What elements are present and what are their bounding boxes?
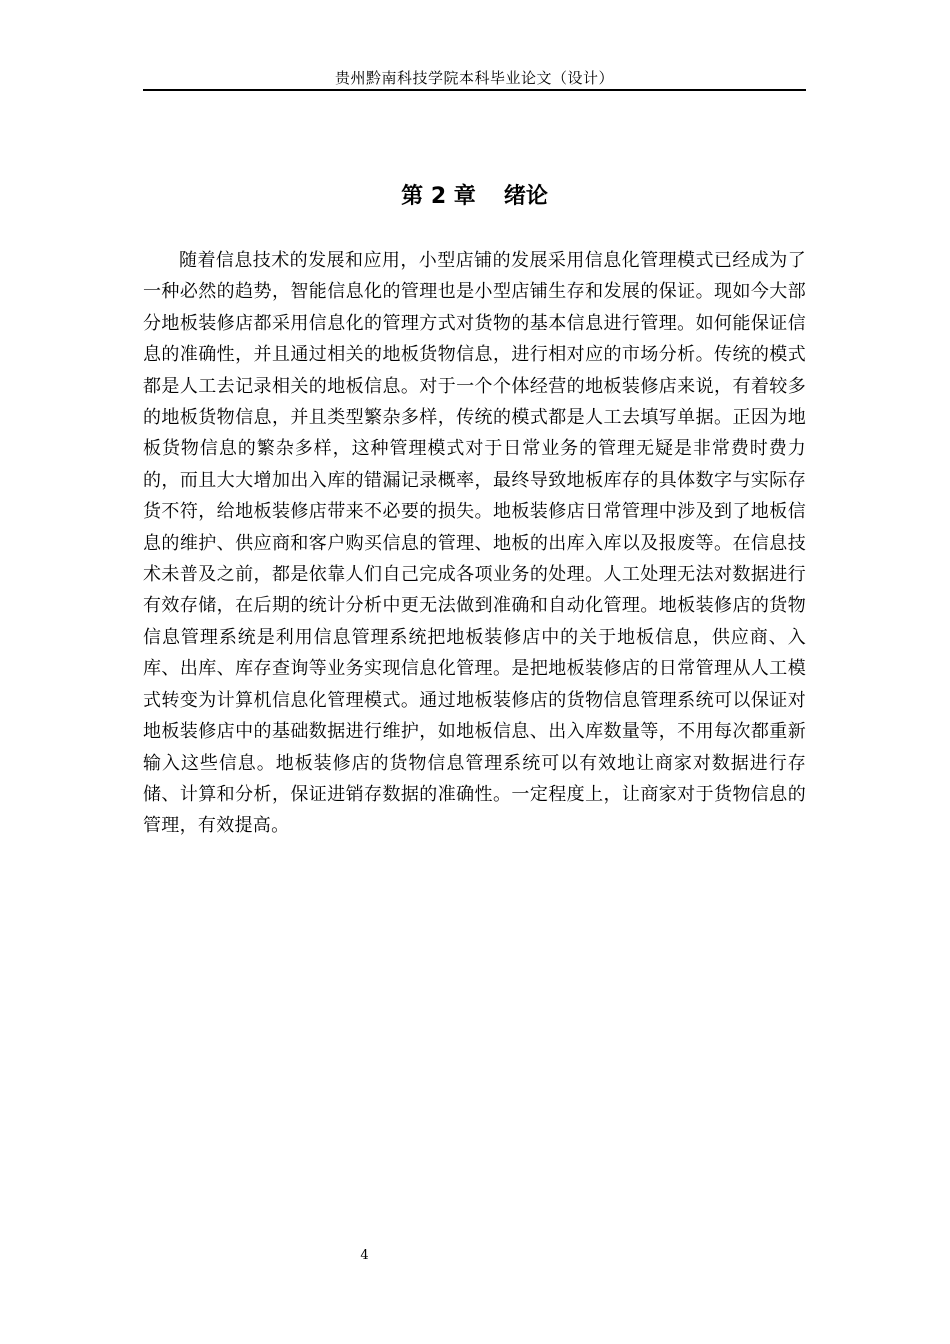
header-rule bbox=[143, 89, 806, 91]
body-paragraph: 随着信息技术的发展和应用，小型店铺的发展采用信息化管理模式已经成为了一种必然的趋势，智能信息化的管理也是小型店铺生存和发展的保证。现如今大部分地板装修店都采用信息化的管理方式对货物的基本信息进行管理。如何能保证信息的准确性，并且通过相关的地板货物信息，进行相对应的市场分析。传统的模式都是人工去记录相关的地板信息。对于一个个体经营的地板装修店来说，有着较多的地板货物信息，并且类型繁杂多样，传统的模式都是人工去填写单据。正因为地板货物信息的繁杂多样，这种管理模式对于日常业务的管理无疑是非常费时费力的，而且大大增加出入库的错漏记录概率，最终导致地板库存的具体数字与实际存货不符，给地板装修店带来不必要的损失。地板装修店日常管理中涉及到了地板信息的维护、供应商和客户购买信息的管理、地板的出库入库以及报废等。在信息技术未普及之前，都是依靠人们自己完成各项业务的处理。人工处理无法对数据进行有效存储，在后期的统计分析中更无法做到准确和自动化管理。地板装修店的货物信息管理系统是利用信息管理系统把地板装修店中的关于地板信息，供应商、入库、出库、库存查询等业务实现信息化管理。是把地板装修店的日常管理从人工模式转变为计算机信息化管理模式。通过地板装修店的货物信息管理系统可以保证对地板装修店中的基础数据进行维护，如地板信息、出入库数量等，不用每次都重新输入这些信息。地板装修店的货物信息管理系统可以有效地让商家对数据进行存储、计算和分析，保证进销存数据的准确性。一定程度上，让商家对于货物信息的管理，有效提高。 bbox=[143, 250, 806, 837]
chapter-name: 绪论 bbox=[503, 184, 548, 209]
chapter-title bbox=[143, 183, 806, 211]
running-header: 贵州黔南科技学院本科毕业论文（设计） bbox=[334, 69, 614, 87]
chapter-number: 第 2 章 bbox=[401, 184, 476, 209]
page-number: 4 bbox=[360, 1248, 369, 1263]
